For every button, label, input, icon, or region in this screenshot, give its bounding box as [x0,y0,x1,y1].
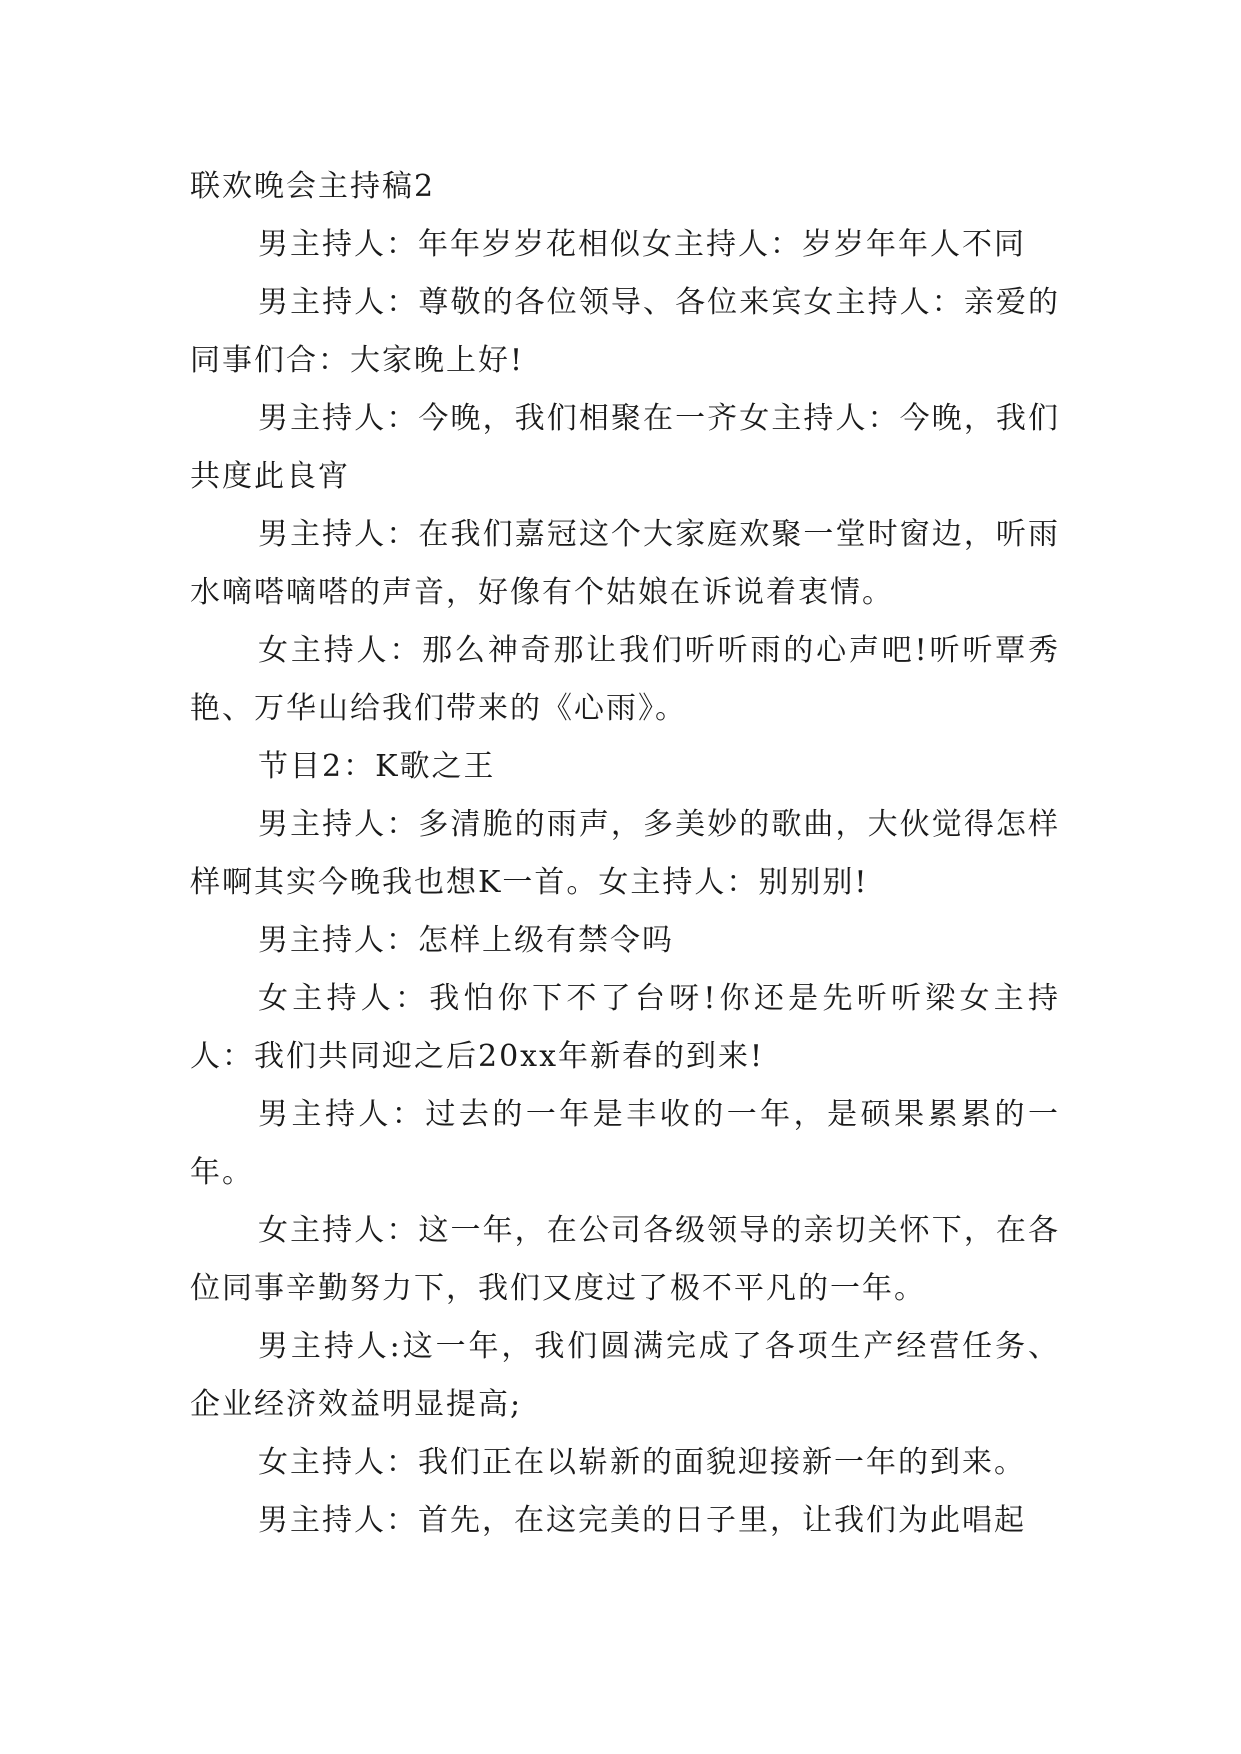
program-heading: 节目2：K歌之王 [258,749,496,784]
paragraph: 女主持人：那么神奇那让我们听听雨的心声吧!听听覃秀艳、万华山给我们带来的《心雨》。 [190,633,1060,726]
paragraph: 男主持人：首先，在这完美的日子里，让我们为此唱起 [258,1503,1026,1538]
paragraph: 男主持人：在我们嘉冠这个大家庭欢聚一堂时窗边，听雨水嘀嗒嘀嗒的声音，好像有个姑娘在诉说着衷情。 [190,517,1060,610]
paragraph: 男主持人：尊敬的各位领导、各位来宾女主持人：亲爱的同事们合：大家晚上好! [190,285,1060,378]
paragraph: 男主持人：过去的一年是丰收的一年，是硕果累累的一年。 [190,1097,1060,1190]
paragraph: 男主持人：年年岁岁花相似女主持人：岁岁年年人不同 [258,227,1026,262]
paragraph: 女主持人：我们正在以崭新的面貌迎接新一年的到来。 [258,1445,1026,1480]
paragraph: 男主持人：今晚，我们相聚在一齐女主持人：今晚，我们共度此良宵 [190,401,1060,494]
paragraph: 女主持人：这一年，在公司各级领导的亲切关怀下，在各位同事辛勤努力下，我们又度过了极不平凡的一年。 [190,1213,1060,1306]
document-body [190,158,1060,1550]
paragraph: 男主持人:这一年，我们圆满完成了各项生产经营任务、企业经济效益明显提高; [190,1329,1060,1422]
paragraph: 男主持人：多清脆的雨声，多美妙的歌曲，大伙觉得怎样样啊其实今晚我也想K一首。女主持人：别别别! [190,807,1060,900]
paragraph: 女主持人：我怕你下不了台呀!你还是先听听梁女主持人：我们共同迎之后20xx年新春的到来! [190,981,1060,1074]
document-title: 联欢晚会主持稿2 [190,169,436,204]
paragraph: 男主持人：怎样上级有禁令吗 [258,923,674,958]
